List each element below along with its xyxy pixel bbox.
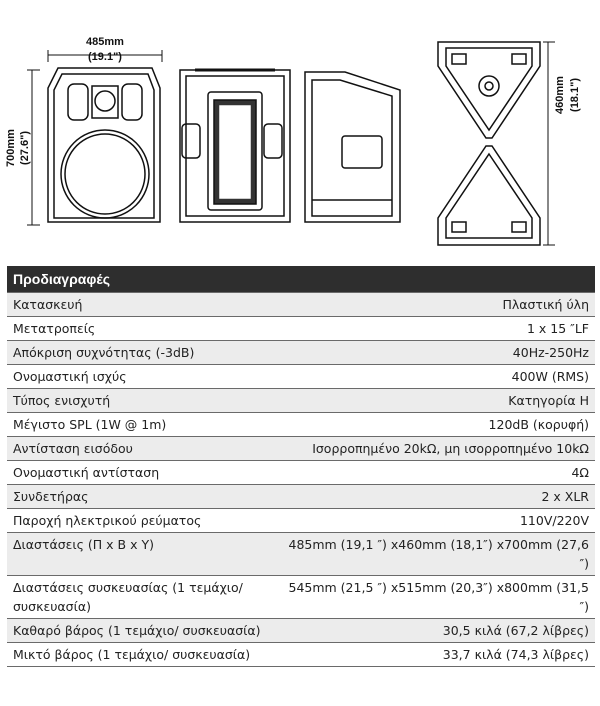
- depth-dimension: [543, 42, 581, 245]
- spec-value: 4Ω: [277, 461, 595, 485]
- spec-row: [7, 533, 595, 576]
- width-mm-label: 485mm: [86, 36, 124, 48]
- spec-row: [7, 485, 595, 509]
- spec-label: Τύπος ενισχυτή: [7, 389, 277, 413]
- spec-value: 40Hz-250Hz: [277, 341, 595, 365]
- spec-value: Ισορροπημένο 20kΩ, μη ισορροπημένο 10kΩ: [277, 437, 595, 461]
- spec-label: Απόκριση συχνότητας (-3dB): [7, 341, 277, 365]
- speaker-drawings: [0, 0, 600, 262]
- spec-row: [7, 389, 595, 413]
- spec-row: [7, 365, 595, 389]
- front-view: [48, 68, 160, 222]
- width-dimension: [48, 36, 162, 63]
- spec-value: 400W (RMS): [277, 365, 595, 389]
- spec-value: Κατηγορία Η: [277, 389, 595, 413]
- spec-value: 110V/220V: [277, 509, 595, 533]
- spec-label: Καθαρό βάρος (1 τεμάχιο/ συσκευασία): [7, 619, 277, 643]
- depth-mm-label: 460mm: [554, 76, 566, 114]
- height-in-label: (27.6"): [19, 131, 31, 165]
- spec-label: Μικτό βάρος (1 τεμάχιο/ συσκευασία): [7, 643, 277, 667]
- spec-value: Πλαστική ύλη: [277, 293, 595, 317]
- spec-value: 33,7 κιλά (74,3 λίβρες): [277, 643, 595, 667]
- spec-row: [7, 576, 595, 619]
- spec-label: Μετατροπείς: [7, 317, 277, 341]
- side-view: [305, 72, 400, 222]
- specifications-title: Προδιαγραφές: [7, 266, 595, 293]
- spec-row: [7, 619, 595, 643]
- spec-label: Συνδετήρας: [7, 485, 277, 509]
- height-mm-label: 700mm: [5, 129, 17, 167]
- spec-row: [7, 643, 595, 667]
- spec-label: Ονομαστική αντίσταση: [7, 461, 277, 485]
- speaker-diagram: [0, 0, 600, 262]
- specifications-body: [7, 293, 595, 667]
- spec-value: 120dB (κορυφή): [277, 413, 595, 437]
- spec-row: [7, 461, 595, 485]
- spec-row: [7, 509, 595, 533]
- spec-row: [7, 413, 595, 437]
- top-view: [438, 42, 540, 138]
- spec-row: [7, 293, 595, 317]
- spec-label: Ονομαστική ισχύς: [7, 365, 277, 389]
- width-in-label: (19.1"): [88, 51, 122, 63]
- spec-label: Κατασκευή: [7, 293, 277, 317]
- spec-label: Διαστάσεις (Π x Β x Υ): [7, 533, 277, 576]
- spec-value: 485mm (19,1 ″) x460mm (18,1″) x700mm (27,6 ″): [277, 533, 595, 576]
- spec-value: 30,5 κιλά (67,2 λίβρες): [277, 619, 595, 643]
- spec-label: Διαστάσεις συσκευασίας (1 τεμάχιο/συσκευασία): [7, 576, 277, 619]
- spec-value: 2 x XLR: [277, 485, 595, 509]
- spec-value: 1 x 15 ″LF: [277, 317, 595, 341]
- specifications-table: [7, 266, 595, 667]
- bottom-view: [438, 146, 540, 245]
- rear-view: [180, 70, 290, 222]
- height-dimension: [5, 70, 40, 225]
- spec-value: 545mm (21,5 ″) x515mm (20,3″) x800mm (31,5 ″): [277, 576, 595, 619]
- spec-label: Παροχή ηλεκτρικού ρεύματος: [7, 509, 277, 533]
- spec-row: [7, 437, 595, 461]
- spec-row: [7, 341, 595, 365]
- depth-in-label: (18.1"): [569, 78, 581, 112]
- spec-row: [7, 317, 595, 341]
- spec-label: Μέγιστο SPL (1W @ 1m): [7, 413, 277, 437]
- spec-label: Αντίσταση εισόδου: [7, 437, 277, 461]
